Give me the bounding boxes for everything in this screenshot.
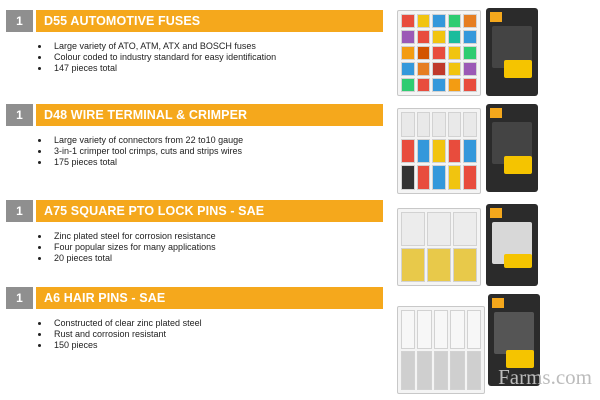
feature-item: Four popular sizes for many applications (36, 242, 216, 253)
section-header (6, 200, 383, 222)
fuse-kit-image (397, 8, 587, 96)
section-header (6, 10, 383, 32)
section-number: 1 (6, 104, 33, 126)
feature-item: Large variety of ATO, ATM, ATX and BOSCH fuses (36, 41, 276, 52)
feature-item: Constructed of clear zinc plated steel (36, 318, 202, 329)
section-header (6, 287, 383, 309)
feature-item: 147 pieces total (36, 63, 276, 74)
feature-list (36, 231, 216, 264)
feature-item: Large variety of connectors from 22 to10 gauge (36, 135, 243, 146)
feature-item: Colour coded to industry standard for easy identification (36, 52, 276, 63)
feature-list (36, 318, 202, 351)
feature-item: 3-in-1 crimper tool crimps, cuts and strips wires (36, 146, 243, 157)
pto-pin-package-image (486, 204, 538, 286)
feature-item: 175 pieces total (36, 157, 243, 168)
section-header (6, 104, 383, 126)
feature-list (36, 135, 243, 168)
terminal-kit-package-image (486, 104, 538, 192)
feature-item: 20 pieces total (36, 253, 216, 264)
pto-pin-case-image (397, 208, 481, 286)
feature-list (36, 41, 276, 74)
terminal-kit-case-image (397, 108, 481, 194)
feature-item: 150 pieces (36, 340, 202, 351)
section-number: 1 (6, 10, 33, 32)
hair-pin-case-image (397, 306, 485, 394)
section-number: 1 (6, 287, 33, 309)
fuse-kit-package-image (486, 8, 538, 96)
fuse-kit-case-image (397, 10, 481, 96)
section-title: D48 WIRE TERMINAL & CRIMPER (36, 104, 383, 126)
watermark-text: Farms.com (498, 365, 592, 389)
section-title: D55 AUTOMOTIVE FUSES (36, 10, 383, 32)
section-number: 1 (6, 200, 33, 222)
feature-item: Rust and corrosion resistant (36, 329, 202, 340)
feature-item: Zinc plated steel for corrosion resistance (36, 231, 216, 242)
section-title: A6 HAIR PINS - SAE (36, 287, 383, 309)
section-title: A75 SQUARE PTO LOCK PINS - SAE (36, 200, 383, 222)
pto-pin-image (397, 200, 587, 286)
terminal-kit-image (397, 102, 587, 194)
